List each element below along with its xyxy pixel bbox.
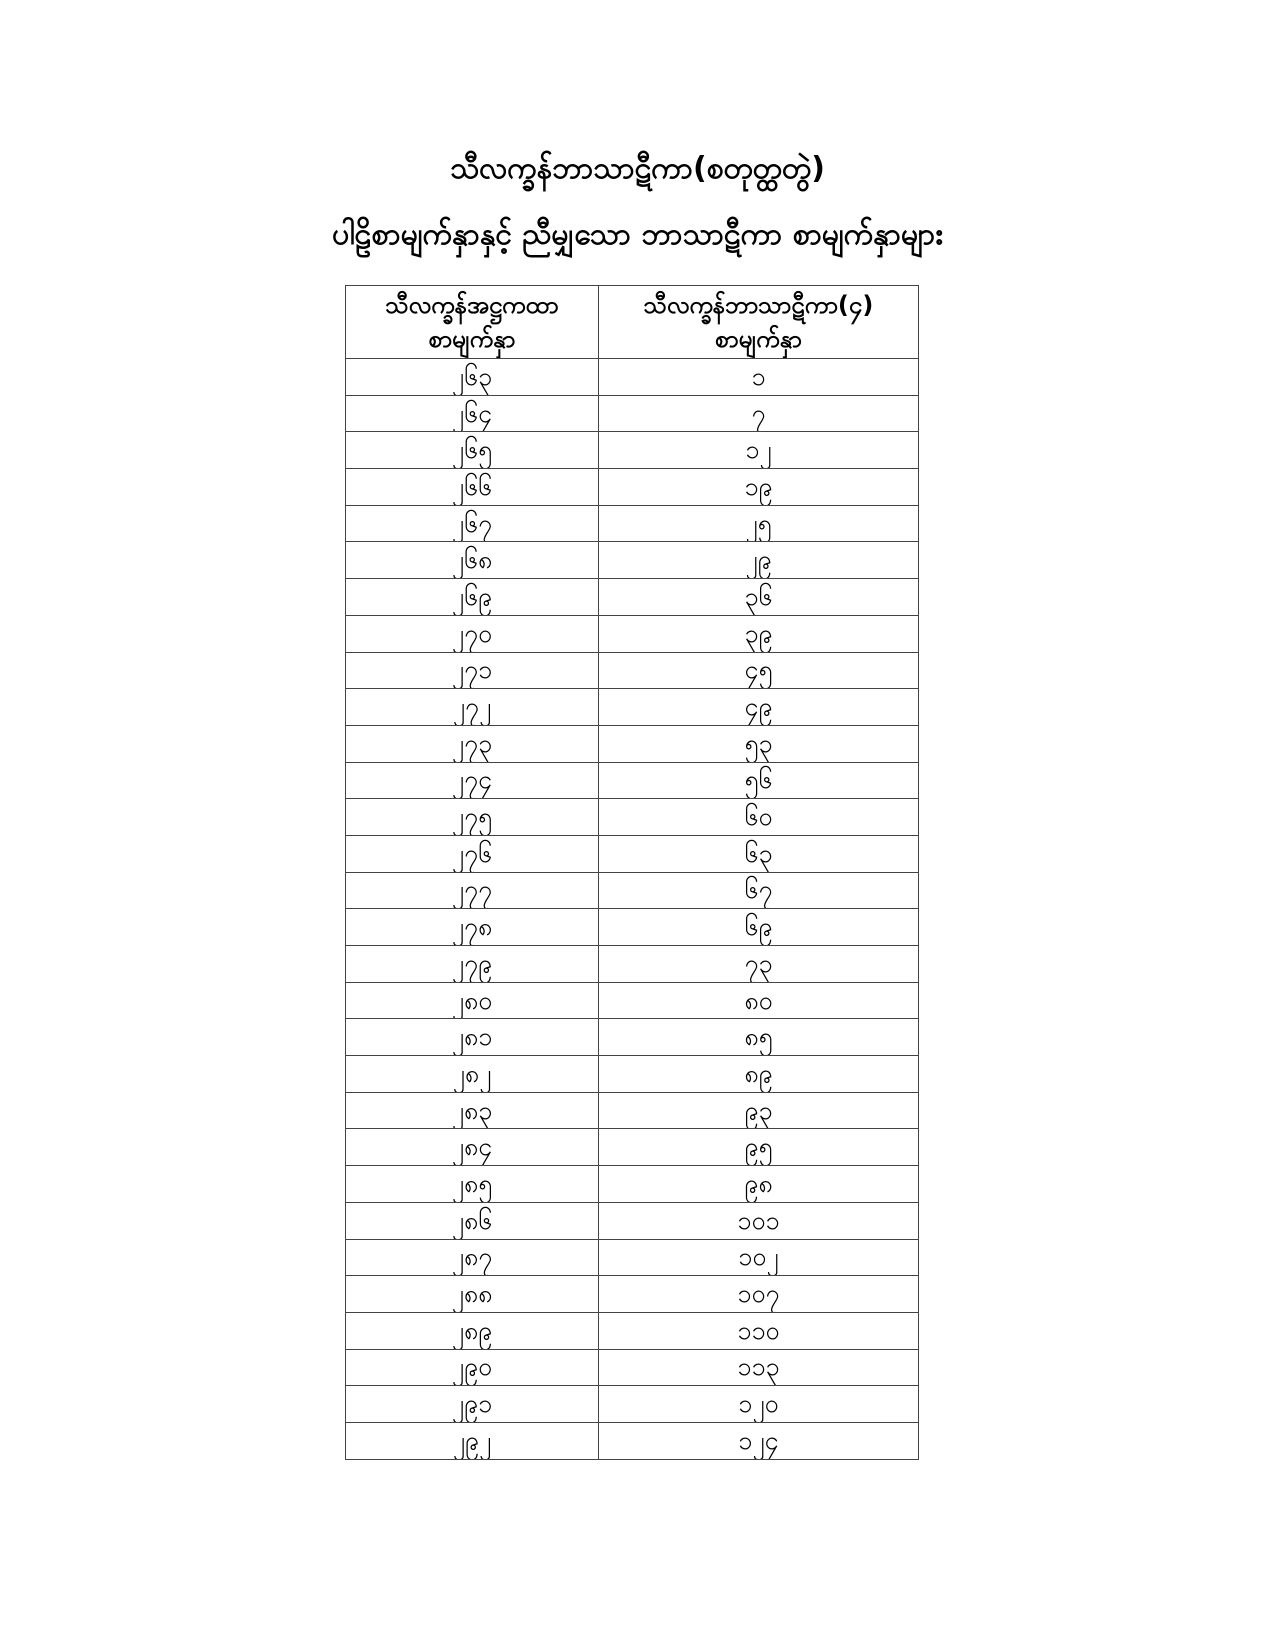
atthakatha-page-cell: ၂၈၇ (346, 1239, 599, 1276)
atthakatha-page-cell: ၂၉၁ (346, 1386, 599, 1423)
tika-page-cell: ၇၃ (599, 946, 919, 983)
tika-page-cell: ၈၀ (599, 982, 919, 1019)
table-row (346, 725, 919, 762)
tika-page-cell: ၉၅ (599, 1129, 919, 1166)
table-row (346, 615, 919, 652)
table-row (346, 1092, 919, 1129)
table-row (346, 359, 919, 396)
tika-page-cell: ၁၉ (599, 469, 919, 506)
table-row (346, 1276, 919, 1313)
header-atthakatha-line-2: စာမျက်နှာ (428, 325, 516, 353)
table-row (346, 946, 919, 983)
table-row (346, 469, 919, 506)
tika-page-cell: ၈၅ (599, 1019, 919, 1056)
tika-page-cell: ၅၆ (599, 762, 919, 799)
tika-page-cell: ၆၃ (599, 835, 919, 872)
atthakatha-page-cell: ၂၇၆ (346, 835, 599, 872)
page-reference-table (345, 285, 919, 1460)
tika-page-cell: ၁၀၇ (599, 1276, 919, 1313)
table-body (346, 359, 919, 1460)
tika-page-cell: ၁၁၀ (599, 1312, 919, 1349)
atthakatha-page-cell: ၂၇၅ (346, 799, 599, 836)
atthakatha-page-cell: ၂၇၂ (346, 689, 599, 726)
tika-page-cell: ၉၈ (599, 1166, 919, 1203)
table-row (346, 872, 919, 909)
tika-page-cell: ၄၅ (599, 652, 919, 689)
table-row (346, 799, 919, 836)
table-row (346, 1202, 919, 1239)
atthakatha-page-cell: ၂၆၅ (346, 432, 599, 469)
atthakatha-page-cell: ၂၆၆ (346, 469, 599, 506)
table-row (346, 762, 919, 799)
tika-page-cell: ၆၀ (599, 799, 919, 836)
header-atthakatha-page (346, 286, 599, 359)
atthakatha-page-cell: ၂၇၄ (346, 762, 599, 799)
atthakatha-page-cell: ၂၈၀ (346, 982, 599, 1019)
table-row (346, 982, 919, 1019)
tika-page-cell: ၆၉ (599, 909, 919, 946)
table-row (346, 909, 919, 946)
atthakatha-page-cell: ၂၈၉ (346, 1312, 599, 1349)
document-title: သီလက္ခန်ဘာသာဋီကာ(စတုတ္ထတွဲ) (450, 151, 825, 186)
tika-page-cell: ၄၉ (599, 689, 919, 726)
atthakatha-page-cell: ၂၈၃ (346, 1092, 599, 1129)
header-atthakatha-line-1: သီလက္ခန်အဋ္ဌကထာ (385, 291, 559, 319)
table-row (346, 1129, 919, 1166)
tika-page-cell: ၆၇ (599, 872, 919, 909)
atthakatha-page-cell: ၂၆၉ (346, 579, 599, 616)
atthakatha-page-cell: ၂၇၉ (346, 946, 599, 983)
tika-page-cell: ၂၉ (599, 542, 919, 579)
header-tika-line-2: စာမျက်နှာ (715, 325, 802, 353)
tika-page-cell: ၁ (599, 359, 919, 396)
tika-page-cell: ၉၃ (599, 1092, 919, 1129)
table-row (346, 1056, 919, 1093)
table-row (346, 579, 919, 616)
header-tika-line-1: သီလက္ခန်ဘာသာဋီကာ(၄) (643, 291, 874, 319)
atthakatha-page-cell: ၂၆၃ (346, 359, 599, 396)
table-row (346, 1239, 919, 1276)
tika-page-cell: ၃၆ (599, 579, 919, 616)
tika-page-cell: ၈၉ (599, 1056, 919, 1093)
atthakatha-page-cell: ၂၉၂ (346, 1422, 599, 1459)
table-row (346, 835, 919, 872)
tika-page-cell: ၃၉ (599, 615, 919, 652)
table-row (346, 689, 919, 726)
atthakatha-page-cell: ၂၈၂ (346, 1056, 599, 1093)
atthakatha-page-cell: ၂၆၇ (346, 505, 599, 542)
atthakatha-page-cell: ၂၈၅ (346, 1166, 599, 1203)
atthakatha-page-cell: ၂၇၁ (346, 652, 599, 689)
tika-page-cell: ၇ (599, 395, 919, 432)
atthakatha-page-cell: ၂၆၄ (346, 395, 599, 432)
table-row (346, 1422, 919, 1459)
atthakatha-page-cell: ၂၈၄ (346, 1129, 599, 1166)
table-row (346, 542, 919, 579)
table-row (346, 1312, 919, 1349)
table-row (346, 432, 919, 469)
table-row (346, 395, 919, 432)
table-row (346, 505, 919, 542)
tika-page-cell: ၂၅ (599, 505, 919, 542)
tika-page-cell: ၁၂၄ (599, 1422, 919, 1459)
table-row (346, 1166, 919, 1203)
table-header-row (346, 286, 919, 359)
atthakatha-page-cell: ၂၈၆ (346, 1202, 599, 1239)
atthakatha-page-cell: ၂၇၈ (346, 909, 599, 946)
atthakatha-page-cell: ၂၈၈ (346, 1276, 599, 1313)
atthakatha-page-cell: ၂၉၀ (346, 1349, 599, 1386)
atthakatha-page-cell: ၂၇၀ (346, 615, 599, 652)
atthakatha-page-cell: ၂၆၈ (346, 542, 599, 579)
header-tika-page (599, 286, 919, 359)
tika-page-cell: ၅၃ (599, 725, 919, 762)
tika-page-cell: ၁၂၀ (599, 1386, 919, 1423)
table-row (346, 652, 919, 689)
tika-page-cell: ၁၂ (599, 432, 919, 469)
tika-page-cell: ၁၀၁ (599, 1202, 919, 1239)
table-row (346, 1019, 919, 1056)
tika-page-cell: ၁၀၂ (599, 1239, 919, 1276)
atthakatha-page-cell: ၂၇၇ (346, 872, 599, 909)
tika-page-cell: ၁၁၃ (599, 1349, 919, 1386)
atthakatha-page-cell: ၂၈၁ (346, 1019, 599, 1056)
atthakatha-page-cell: ၂၇၃ (346, 725, 599, 762)
table-row (346, 1349, 919, 1386)
document-subtitle: ပါဠိစာမျက်နှာနှင့် ညီမျှသော ဘာသာဋီကာ စာမျက်နှာများ (332, 217, 943, 252)
table-row (346, 1386, 919, 1423)
